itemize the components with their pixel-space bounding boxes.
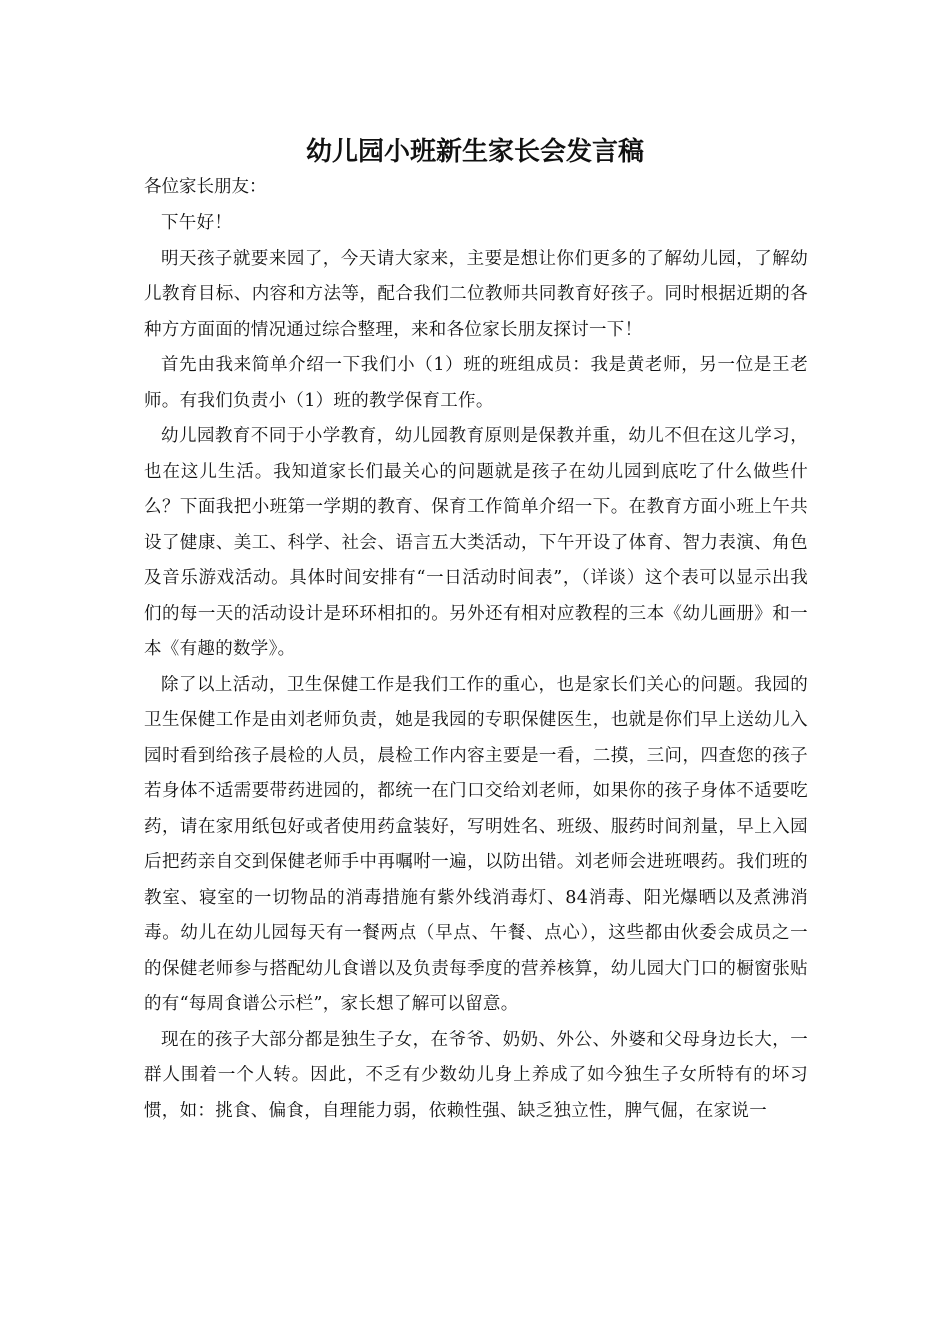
document-title: 幼儿园小班新生家长会发言稿	[305, 137, 644, 167]
document-body	[144, 174, 808, 1129]
salutation: 各位家长朋友：	[144, 177, 267, 197]
paragraph-intro: 明天孩子就要来园了，今天请大家来，主要是想让你们更多的了解幼儿园，了解幼儿教育目标、内容和方法等，配合我们二位教师共同教育好孩子。同时根据近期的各种方方面面的情况通过综合整理，来和各位家长朋友探讨一下！	[144, 248, 808, 340]
paragraph-education: 幼儿园教育不同于小学教育，幼儿园教育原则是保教并重，幼儿不但在这儿学习，也在这儿生活。我知道家长们最关心的问题就是孩子在幼儿园到底吃了什么做些什么？下面我把小班第一学期的教育、保育工作简单介绍一下。在教育方面小班上午共设了健康、美工、科学、社会、语言五大类活动，下午开设了体育、智力表演、角色及音乐游戏活动。具体时间安排有“一日活动时间表”，（详谈）这个表可以显示出我们的每一天的活动设计是环环相扣的。另外还有相对应教程的三本《幼儿画册》和一本《有趣的数学》。	[144, 426, 808, 659]
paragraph-greeting: 下午好！	[161, 213, 233, 233]
paragraph-class-members: 首先由我来简单介绍一下我们小（1）班的班组成员：我是黄老师，另一位是王老师。有我们负责小（1）班的教学保育工作。	[144, 355, 808, 411]
paragraph-only-children: 现在的孩子大部分都是独生子女，在爷爷、奶奶、外公、外婆和父母身边长大，一群人围着一个人转。因此，不乏有少数幼儿身上养成了如今独生子女所特有的坏习惯，如：挑食、偏食，自理能力弱，依赖性强、缺乏独立性，脾气倔，在家说一	[144, 1029, 808, 1121]
paragraph-health-care: 除了以上活动，卫生保健工作是我们工作的重心，也是家长们关心的问题。我园的卫生保健工作是由刘老师负责，她是我园的专职保健医生，也就是你们早上送幼儿入园时看到给孩子晨检的人员，晨检工作内容主要是一看，二摸，三问，四查您的孩子若身体不适需要带药进园的，都统一在门口交给刘老师，如果你的孩子身体不适要吃药，请在家用纸包好或者使用药盒装好，写明姓名、班级、服药时间剂量，早上入园后把药亲自交到保健老师手中再嘱咐一遍，以防出错。刘老师会进班喂药。我们班的教室、寝室的一切物品的消毒措施有紫外线消毒灯、84消毒、阳光爆晒以及煮沸消毒。幼儿在幼儿园每天有一餐两点（早点、午餐、点心），这些都由伙委会成员之一的保健老师参与搭配幼儿食谱以及负责每季度的营养核算，幼儿园大门口的橱窗张贴的有“每周食谱公示栏”，家长想了解可以留意。	[144, 674, 808, 1014]
